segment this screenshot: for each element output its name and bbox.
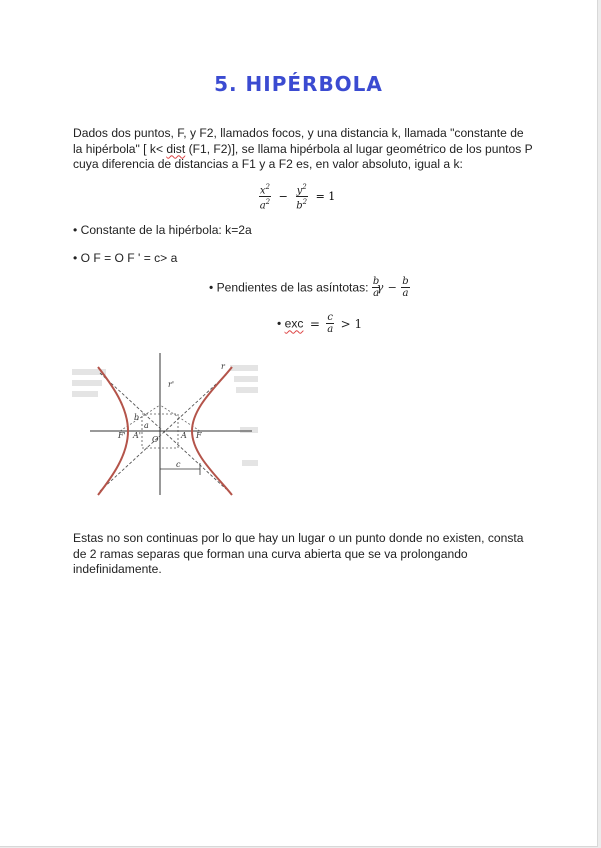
label-F-left: F' [118,431,126,440]
exc-frac: $\frac{c}{a}$ [327,312,334,335]
faded-background-text [72,365,258,466]
closing-paragraph: Estas no son continuas por lo que hay un lugar o un punto donde no existen, consta de 2 ramas separas que forman una curva abierta que se va prolongando indefinidamente. [73,531,524,576]
page-title: 5. HIPÉRBOLA [214,72,383,96]
label-O: O [152,435,159,444]
intro-text-1: Dados dos puntos, F, y F2, llamados focos, y una distancia k, llamada "constante de la hipérbola" [ k< [73,126,524,156]
eq-term-x: $\frac{x^2}{a^2}$ [259,183,271,212]
bullet-pendientes [209,276,410,299]
misspelled-word: dist [166,141,186,156]
label-A-left: A' [133,431,141,440]
bullet-constante: • Constante de la hipérbola: k=2a [73,223,252,237]
eq-term-y: $\frac{y^2}{b^2}$ [296,183,308,212]
label-c: c [176,460,181,469]
label-r: r [221,362,225,371]
slope-frac-1: $\frac{b}{a}$ [372,276,380,299]
eq-minus: − [278,190,288,204]
pendientes-label: • Pendientes de las asíntotas: [209,280,369,295]
label-A-right: A [181,431,187,440]
hyperbola-figure [70,345,260,505]
slope-minus: − [387,281,397,294]
label-a: a [144,421,149,430]
intro-text-2: (F1, F2)], se llama hipérbola al lugar geométrico de los puntos P cuya diferencia de distancias a F1 y a F2 es, en valor absoluto, igual a k: [73,141,533,171]
intro-paragraph [73,126,533,173]
eq-rhs: = 1 [315,190,336,204]
exc-word: exc [284,316,304,331]
bullet-exc: • exc = $\frac{c}{a}$ > 1 [277,312,363,335]
label-r-prime: r' [168,380,175,389]
hyperbola-equation [0,182,597,212]
label-b: b [134,413,140,422]
label-F-right: F [196,431,202,440]
slope-frac-2: $\frac{b}{a}$ [402,276,409,299]
slope-sep: γ [376,281,384,294]
bullet-of: • O F = O F ' = c> a [73,251,178,265]
